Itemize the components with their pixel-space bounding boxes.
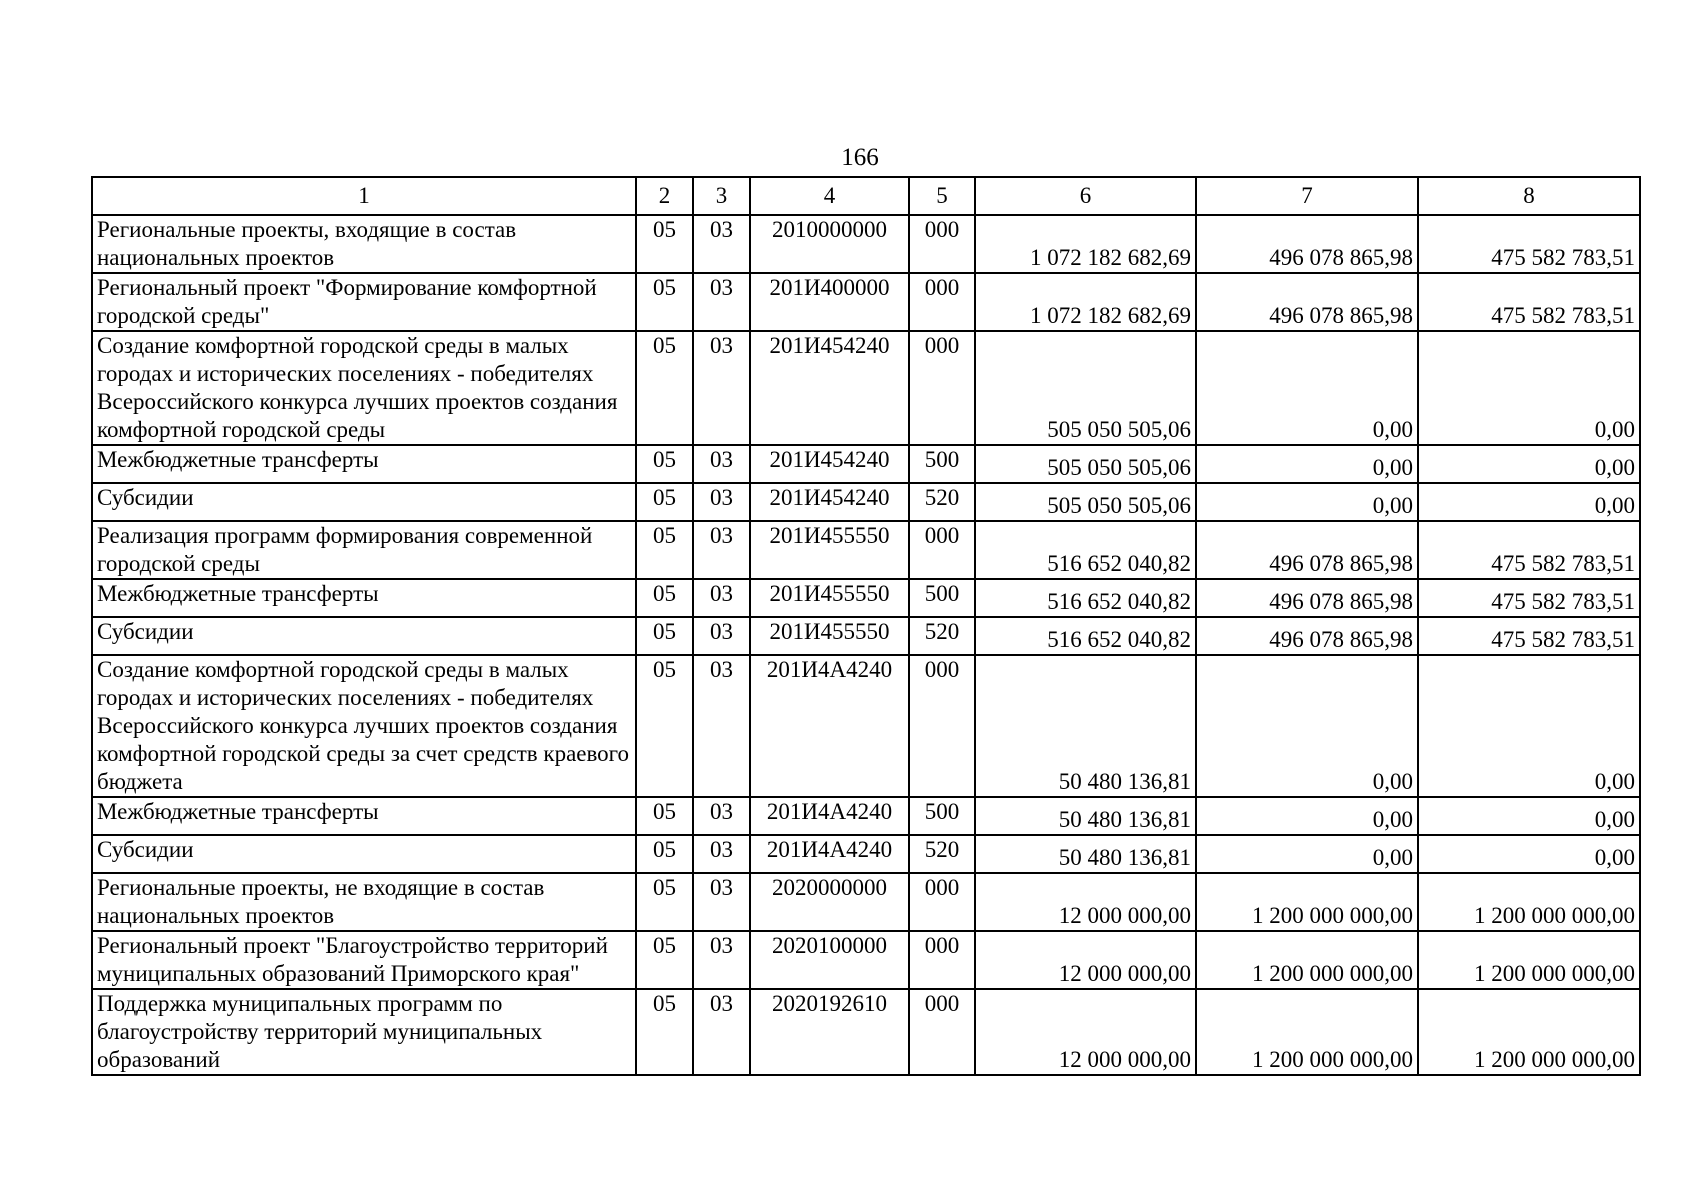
cell-expense-type: 520: [909, 835, 975, 873]
cell-amount-col7: 0,00: [1196, 835, 1418, 873]
cell-amount-col8: 475 582 783,51: [1418, 579, 1640, 617]
cell-amount-col7: 1 200 000 000,00: [1196, 931, 1418, 989]
cell-name: Межбюджетные трансферты: [92, 797, 636, 835]
table-row: [92, 931, 1640, 989]
cell-subsection: 03: [693, 835, 750, 873]
cell-subsection: 03: [693, 215, 750, 273]
cell-expense-type: 000: [909, 931, 975, 989]
cell-subsection: 03: [693, 617, 750, 655]
table-row: [92, 273, 1640, 331]
cell-amount-col8: 0,00: [1418, 835, 1640, 873]
cell-expense-type: 520: [909, 483, 975, 521]
cell-amount-col6: 505 050 505,06: [975, 331, 1196, 445]
cell-subsection: 03: [693, 445, 750, 483]
table-header-row: [92, 177, 1640, 215]
cell-amount-col6: 1 072 182 682,69: [975, 273, 1196, 331]
cell-amount-col6: 516 652 040,82: [975, 521, 1196, 579]
cell-section: 05: [636, 617, 693, 655]
cell-name: Создание комфортной городской среды в малых городах и исторических поселениях - победителях Всероссийского конкурса лучших проектов создания комфортной городской среды за счет средств краевого бюджета: [92, 655, 636, 797]
cell-amount-col7: 496 078 865,98: [1196, 521, 1418, 579]
column-header: 6: [975, 177, 1196, 215]
cell-expense-type: 000: [909, 655, 975, 797]
cell-amount-col6: 12 000 000,00: [975, 931, 1196, 989]
cell-amount-col7: 0,00: [1196, 483, 1418, 521]
cell-amount-col8: 475 582 783,51: [1418, 215, 1640, 273]
cell-target-article: 201И400000: [750, 273, 909, 331]
cell-name: Реализация программ формирования современной городской среды: [92, 521, 636, 579]
cell-amount-col7: 496 078 865,98: [1196, 617, 1418, 655]
cell-amount-col6: 1 072 182 682,69: [975, 215, 1196, 273]
cell-section: 05: [636, 655, 693, 797]
cell-subsection: 03: [693, 655, 750, 797]
cell-section: 05: [636, 835, 693, 873]
cell-amount-col8: 0,00: [1418, 797, 1640, 835]
cell-amount-col8: 0,00: [1418, 483, 1640, 521]
cell-subsection: 03: [693, 273, 750, 331]
cell-amount-col6: 505 050 505,06: [975, 483, 1196, 521]
table-row: [92, 445, 1640, 483]
cell-subsection: 03: [693, 331, 750, 445]
cell-amount-col7: 1 200 000 000,00: [1196, 873, 1418, 931]
cell-subsection: 03: [693, 989, 750, 1075]
cell-subsection: 03: [693, 483, 750, 521]
cell-name: Региональные проекты, не входящие в состав национальных проектов: [92, 873, 636, 931]
cell-amount-col8: 1 200 000 000,00: [1418, 931, 1640, 989]
column-header: 4: [750, 177, 909, 215]
table-row: [92, 579, 1640, 617]
cell-section: 05: [636, 483, 693, 521]
cell-target-article: 201И454240: [750, 331, 909, 445]
cell-target-article: 201И4А4240: [750, 655, 909, 797]
cell-amount-col8: 0,00: [1418, 655, 1640, 797]
cell-name: Региональные проекты, входящие в состав национальных проектов: [92, 215, 636, 273]
cell-amount-col8: 0,00: [1418, 331, 1640, 445]
cell-expense-type: 000: [909, 521, 975, 579]
table-row: [92, 835, 1640, 873]
cell-name: Создание комфортной городской среды в малых городах и исторических поселениях - победителях Всероссийского конкурса лучших проектов создания комфортной городской среды: [92, 331, 636, 445]
table-row: [92, 617, 1640, 655]
cell-target-article: 201И454240: [750, 483, 909, 521]
cell-amount-col7: 0,00: [1196, 445, 1418, 483]
cell-target-article: 2020192610: [750, 989, 909, 1075]
cell-target-article: 2010000000: [750, 215, 909, 273]
cell-amount-col8: 1 200 000 000,00: [1418, 873, 1640, 931]
cell-amount-col7: 496 078 865,98: [1196, 273, 1418, 331]
cell-expense-type: 000: [909, 215, 975, 273]
cell-amount-col8: 475 582 783,51: [1418, 617, 1640, 655]
cell-amount-col7: 0,00: [1196, 655, 1418, 797]
cell-expense-type: 520: [909, 617, 975, 655]
cell-target-article: 201И455550: [750, 617, 909, 655]
cell-amount-col7: 496 078 865,98: [1196, 579, 1418, 617]
cell-section: 05: [636, 273, 693, 331]
table-row: [92, 655, 1640, 797]
cell-expense-type: 500: [909, 797, 975, 835]
cell-section: 05: [636, 521, 693, 579]
cell-amount-col8: 475 582 783,51: [1418, 521, 1640, 579]
cell-section: 05: [636, 579, 693, 617]
page-number: 166: [841, 144, 879, 171]
cell-target-article: 201И455550: [750, 579, 909, 617]
cell-target-article: 2020100000: [750, 931, 909, 989]
column-header: 8: [1418, 177, 1640, 215]
cell-amount-col6: 516 652 040,82: [975, 579, 1196, 617]
cell-expense-type: 000: [909, 989, 975, 1075]
cell-expense-type: 500: [909, 445, 975, 483]
table-row: [92, 989, 1640, 1075]
cell-amount-col6: 50 480 136,81: [975, 835, 1196, 873]
table-row: [92, 873, 1640, 931]
cell-target-article: 201И455550: [750, 521, 909, 579]
cell-subsection: 03: [693, 579, 750, 617]
column-header: 1: [92, 177, 636, 215]
cell-amount-col6: 516 652 040,82: [975, 617, 1196, 655]
cell-amount-col6: 505 050 505,06: [975, 445, 1196, 483]
cell-subsection: 03: [693, 931, 750, 989]
cell-subsection: 03: [693, 521, 750, 579]
cell-expense-type: 000: [909, 873, 975, 931]
cell-amount-col6: 50 480 136,81: [975, 655, 1196, 797]
cell-target-article: 201И4А4240: [750, 797, 909, 835]
cell-section: 05: [636, 331, 693, 445]
cell-name: Поддержка муниципальных программ по благоустройству территорий муниципальных образований: [92, 989, 636, 1075]
column-header: 3: [693, 177, 750, 215]
cell-expense-type: 500: [909, 579, 975, 617]
cell-amount-col7: 0,00: [1196, 331, 1418, 445]
cell-subsection: 03: [693, 797, 750, 835]
cell-amount-col8: 475 582 783,51: [1418, 273, 1640, 331]
cell-name: Субсидии: [92, 835, 636, 873]
cell-amount-col8: 1 200 000 000,00: [1418, 989, 1640, 1075]
cell-section: 05: [636, 445, 693, 483]
cell-amount-col8: 0,00: [1418, 445, 1640, 483]
table-row: [92, 483, 1640, 521]
cell-section: 05: [636, 215, 693, 273]
cell-name: Региональный проект "Формирование комфортной городской среды": [92, 273, 636, 331]
cell-amount-col7: 0,00: [1196, 797, 1418, 835]
table-row: [92, 215, 1640, 273]
cell-amount-col7: 496 078 865,98: [1196, 215, 1418, 273]
cell-name: Субсидии: [92, 617, 636, 655]
cell-name: Региональный проект "Благоустройство территорий муниципальных образований Приморского края": [92, 931, 636, 989]
cell-expense-type: 000: [909, 331, 975, 445]
cell-target-article: 2020000000: [750, 873, 909, 931]
cell-section: 05: [636, 989, 693, 1075]
cell-amount-col7: 1 200 000 000,00: [1196, 989, 1418, 1075]
table-row: [92, 521, 1640, 579]
cell-section: 05: [636, 873, 693, 931]
table-row: [92, 331, 1640, 445]
column-header: 7: [1196, 177, 1418, 215]
cell-amount-col6: 12 000 000,00: [975, 989, 1196, 1075]
column-header: 2: [636, 177, 693, 215]
cell-section: 05: [636, 931, 693, 989]
cell-name: Межбюджетные трансферты: [92, 445, 636, 483]
column-header: 5: [909, 177, 975, 215]
cell-subsection: 03: [693, 873, 750, 931]
cell-amount-col6: 12 000 000,00: [975, 873, 1196, 931]
budget-table: [91, 176, 1641, 1076]
cell-target-article: 201И4А4240: [750, 835, 909, 873]
cell-expense-type: 000: [909, 273, 975, 331]
cell-name: Межбюджетные трансферты: [92, 579, 636, 617]
cell-target-article: 201И454240: [750, 445, 909, 483]
cell-amount-col6: 50 480 136,81: [975, 797, 1196, 835]
table-row: [92, 797, 1640, 835]
cell-section: 05: [636, 797, 693, 835]
cell-name: Субсидии: [92, 483, 636, 521]
